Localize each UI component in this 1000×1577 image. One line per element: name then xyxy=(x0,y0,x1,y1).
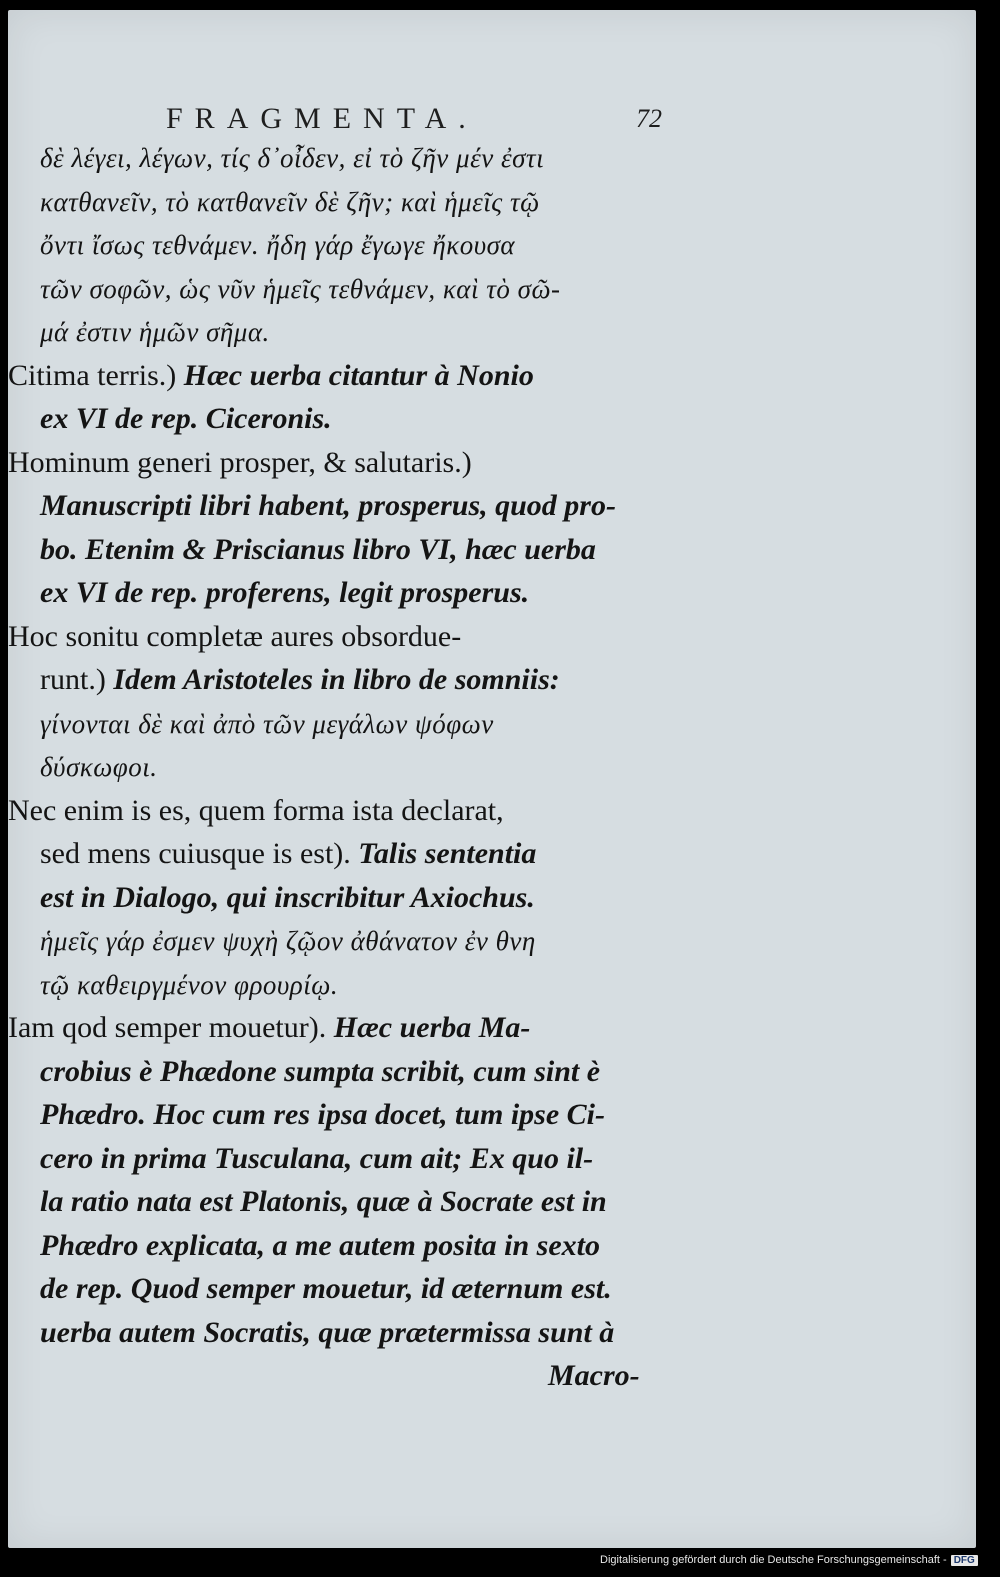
text-line xyxy=(40,486,616,526)
text-line xyxy=(40,921,536,961)
italic-text: Talis sententia xyxy=(358,837,537,870)
italic-text: Phædro explicata, a me autem posita in sexto xyxy=(40,1228,600,1262)
italic-text: bo. Etenim & Priscianus libro VI, hæc uerba xyxy=(40,532,596,566)
dfg-logo: DFG xyxy=(951,1555,978,1566)
roman-text: Hominum generi prosper, & salutaris.) xyxy=(8,445,472,479)
italic-text: uerba autem Socratis, quæ prætermissa sunt à xyxy=(40,1315,615,1349)
italic-text: la ratio nata est Platonis, quæ à Socrate est in xyxy=(40,1185,607,1218)
greek-text: ἡμεῖς γάρ ἐσμεν ψυχὴ ζῷον ἀθάνατον ἐν θνη xyxy=(40,926,536,956)
text-line xyxy=(40,225,515,265)
text-line xyxy=(40,704,494,744)
text-line xyxy=(8,1008,530,1048)
text-block xyxy=(8,10,976,1548)
text-line xyxy=(40,312,270,352)
greek-text: τῷ καθειργμένον φρουρίῳ. xyxy=(40,969,339,1000)
text-line xyxy=(40,834,536,874)
roman-text: Nec enim is es, quem forma ista declarat, xyxy=(8,793,504,827)
text-line xyxy=(40,1226,600,1266)
italic-text: Manuscripti libri habent, prosperus, quod pro- xyxy=(40,489,616,522)
text-line xyxy=(40,1052,600,1092)
running-title: FRAGMENTA. xyxy=(166,102,478,135)
credit-text: Digitalisierung gefördert durch die Deutsche Forschungsgemeinschaft - xyxy=(600,1554,947,1566)
greek-text: μά ἐστιν ἡμῶν σῆμα. xyxy=(40,317,270,347)
italic-text: crobius è Phædone sumpta scribit, cum sint è xyxy=(40,1054,601,1088)
page-number: 72 xyxy=(636,104,662,133)
italic-text: est in Dialogo, qui inscribitur Axiochus. xyxy=(40,880,535,914)
italic-text: cero in prima Tusculana, cum ait; Ex quo il- xyxy=(40,1141,594,1175)
roman-text: Hoc sonitu completæ aures obsordue- xyxy=(8,619,462,653)
greek-text: κατθανεῖν, τὸ κατθανεῖν δὲ ζῆν; καὶ ἡμεῖς τῷ xyxy=(40,186,540,217)
text-line xyxy=(40,1269,612,1309)
text-line xyxy=(40,1313,614,1353)
text-line xyxy=(40,1095,605,1135)
italic-text: Idem Aristoteles in libro de somniis: xyxy=(113,663,560,696)
text-line xyxy=(8,356,534,396)
roman-text: Iam qod semper mouetur). xyxy=(8,1011,334,1044)
text-line xyxy=(40,399,332,439)
text-line xyxy=(40,138,544,178)
roman-text: sed mens cuiusque is est). xyxy=(40,837,359,870)
italic-text: Hæc uerba Ma- xyxy=(333,1011,531,1044)
italic-text: de rep. Quod semper mouetur, id æternum est. xyxy=(40,1272,612,1305)
greek-text: τῶν σοφῶν, ὡς νῦν ἡμεῖς τεθνάμεν, καὶ τὸ σῶ- xyxy=(40,273,561,304)
text-line xyxy=(40,747,157,787)
text-line xyxy=(40,965,338,1005)
greek-text: δὲ λέγει, λέγων, τίς δ᾽οἶδεν, εἰ τὸ ζῆν μέν ἐστι xyxy=(40,143,545,173)
text-line xyxy=(40,1182,607,1222)
text-line xyxy=(40,1139,593,1179)
text-line xyxy=(8,617,461,657)
roman-text: Citima terris.) xyxy=(8,358,184,392)
italic-text: Phædro. Hoc cum res ipsa docet, tum ipse Ci- xyxy=(40,1098,605,1131)
text-line xyxy=(40,269,561,309)
greek-text: δύσκωφοι. xyxy=(40,752,158,782)
text-line xyxy=(8,443,472,483)
italic-text: Hæc uerba citantur à Nonio xyxy=(183,358,534,392)
italic-text: ex VI de rep. proferens, legit prosperus. xyxy=(40,576,530,609)
text-line xyxy=(40,182,540,222)
italic-text: ex VI de rep. Ciceronis. xyxy=(40,402,332,435)
text-line xyxy=(40,660,560,700)
text-line xyxy=(40,878,535,918)
greek-text: ὄντι ἴσως τεθνάμεν. ἤδη γάρ ἔγωγε ἤκουσα xyxy=(40,230,516,260)
digitization-credit xyxy=(600,1554,978,1566)
text-line xyxy=(8,791,504,831)
greek-text: γίνονται δὲ καὶ ἀπὸ τῶν μεγάλων ψόφων xyxy=(40,708,494,739)
roman-text: runt.) xyxy=(40,663,114,696)
text-line xyxy=(40,530,596,570)
text-line xyxy=(548,1356,640,1396)
book-page xyxy=(8,10,976,1548)
text-line xyxy=(40,573,529,613)
italic-text: Macro- xyxy=(548,1359,640,1392)
